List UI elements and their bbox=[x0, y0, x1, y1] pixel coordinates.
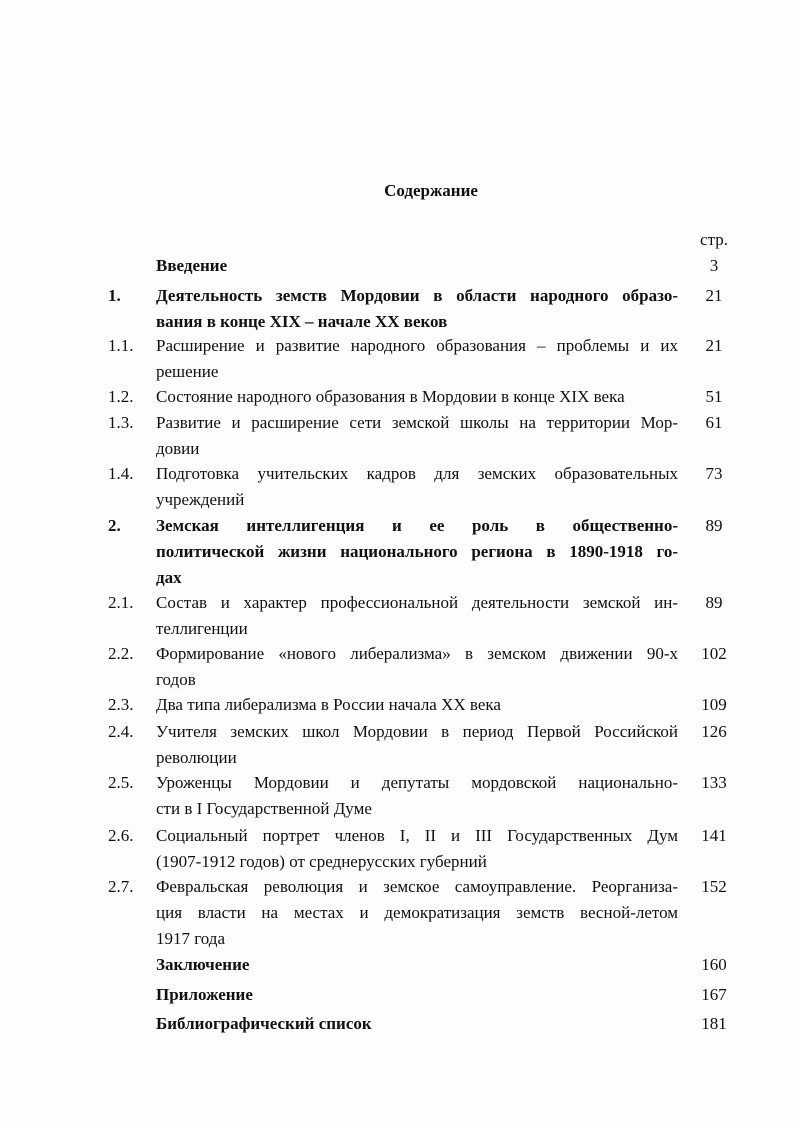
toc-entry bbox=[0, 721, 793, 773]
toc-entry-text: революции bbox=[156, 748, 237, 767]
toc-entry-page: 167 bbox=[701, 985, 727, 1004]
toc-entry-page: 126 bbox=[701, 722, 727, 741]
toc-entry-number: 1.1. bbox=[108, 336, 134, 355]
toc-entry-text: годов bbox=[156, 670, 196, 689]
toc-entry-text: Земская интеллигенция и ее роль в общественно- bbox=[156, 516, 678, 535]
toc-entry-number: 2.4. bbox=[108, 722, 134, 741]
page-title: Содержание bbox=[384, 181, 478, 200]
toc-entry bbox=[0, 954, 793, 980]
toc-entry-text: ция власти на местах и демократизация земств весной-летом bbox=[156, 903, 678, 922]
toc-entry-number: 2.5. bbox=[108, 773, 134, 792]
toc-entry-text: Расширение и развитие народного образования – проблемы и их bbox=[156, 336, 678, 355]
toc-entry-page: 21 bbox=[705, 336, 723, 355]
toc-entry-number: 1.4. bbox=[108, 464, 134, 483]
toc-entry bbox=[0, 386, 793, 412]
toc-entry-text: вания в конце XIX – начале XX веков bbox=[156, 312, 448, 331]
toc-entry-text: Формирование «нового либерализма» в земском движении 90-х bbox=[156, 644, 678, 663]
toc-entry-text: Приложение bbox=[156, 985, 253, 1004]
toc-entry bbox=[0, 335, 793, 387]
toc-entry-page: 61 bbox=[705, 413, 723, 432]
toc-entry bbox=[0, 255, 793, 281]
toc-entry-page: 160 bbox=[701, 955, 727, 974]
page-column-label: стр. bbox=[700, 230, 728, 249]
toc-entry-text: Два типа либерализма в России начала XX века bbox=[156, 695, 501, 714]
toc-entry bbox=[0, 984, 793, 1010]
toc-entry-text: Учителя земских школ Мордовии в период Первой Российской bbox=[156, 722, 678, 741]
toc-entry-page: 3 bbox=[709, 256, 719, 275]
toc-entry-number: 2.2. bbox=[108, 644, 134, 663]
toc-entry-page: 73 bbox=[705, 464, 723, 483]
toc-entry-text: Социальный портрет членов I, II и III Государственных Дум bbox=[156, 826, 678, 845]
toc-entry-number: 2. bbox=[108, 516, 121, 535]
toc-entry-text: теллигенции bbox=[156, 619, 248, 638]
toc-entry-page: 51 bbox=[705, 387, 723, 406]
toc-entry-text: Деятельность земств Мордовии в области народного образо- bbox=[156, 286, 678, 305]
toc-entry-text: Состав и характер профессиональной деятельности земской ин- bbox=[156, 593, 678, 612]
toc-entry-number: 2.6. bbox=[108, 826, 134, 845]
toc-entry bbox=[0, 515, 793, 593]
toc-entry bbox=[0, 592, 793, 644]
toc-entry-text: учреждений bbox=[156, 490, 245, 509]
toc-entry bbox=[0, 1013, 793, 1039]
toc-entry-number: 1.3. bbox=[108, 413, 134, 432]
toc-entry-page: 152 bbox=[701, 877, 727, 896]
toc-entry bbox=[0, 412, 793, 464]
toc-entry-page: 133 bbox=[701, 773, 727, 792]
toc-entry-number: 2.3. bbox=[108, 695, 134, 714]
toc-entry bbox=[0, 643, 793, 695]
toc-entry-text: Заключение bbox=[156, 955, 250, 974]
toc-entry-text: сти в I Государственной Думе bbox=[156, 799, 372, 818]
toc-entry-text: довии bbox=[156, 439, 200, 458]
toc-entry-text: Введение bbox=[156, 256, 228, 275]
toc-entry-text: Состояние народного образования в Мордовии в конце XIX века bbox=[156, 387, 625, 406]
toc-entry-text: Развитие и расширение сети земской школы на территории Мор- bbox=[156, 413, 678, 432]
toc-entry-page: 181 bbox=[701, 1014, 727, 1033]
toc-entry bbox=[0, 463, 793, 515]
toc-entry-text: Библиографический список bbox=[156, 1014, 372, 1033]
toc-entry-page: 89 bbox=[705, 593, 723, 612]
toc-entry-text: Подготовка учительских кадров для земских образовательных bbox=[156, 464, 678, 483]
toc-entry-page: 21 bbox=[705, 286, 723, 305]
toc-entry-text: 1917 года bbox=[156, 929, 226, 948]
toc-entry bbox=[0, 285, 793, 337]
toc-entry bbox=[0, 772, 793, 824]
toc-entry-page: 89 bbox=[705, 516, 723, 535]
toc-entry bbox=[0, 825, 793, 877]
toc-entry-text: (1907-1912 годов) от среднерусских губерний bbox=[156, 852, 487, 871]
toc-entry-number: 1.2. bbox=[108, 387, 134, 406]
toc-entry bbox=[0, 694, 793, 720]
toc-entry-number: 1. bbox=[108, 286, 121, 305]
toc-entry-text: Февральская революция и земское самоуправление. Реорганиза- bbox=[156, 877, 678, 896]
toc-entry-number: 2.7. bbox=[108, 877, 134, 896]
toc-entry-text: политической жизни национального региона в 1890-1918 го- bbox=[156, 542, 678, 561]
toc-entry-page: 141 bbox=[701, 826, 727, 845]
toc-entry-page: 102 bbox=[701, 644, 727, 663]
toc-entry-number: 2.1. bbox=[108, 593, 134, 612]
toc-entry-page: 109 bbox=[701, 695, 727, 714]
toc-entry-text: дах bbox=[156, 568, 182, 587]
toc-entry bbox=[0, 876, 793, 954]
toc-entry-text: Уроженцы Мордовии и депутаты мордовской национально- bbox=[156, 773, 678, 792]
toc-entry-text: решение bbox=[156, 362, 219, 381]
